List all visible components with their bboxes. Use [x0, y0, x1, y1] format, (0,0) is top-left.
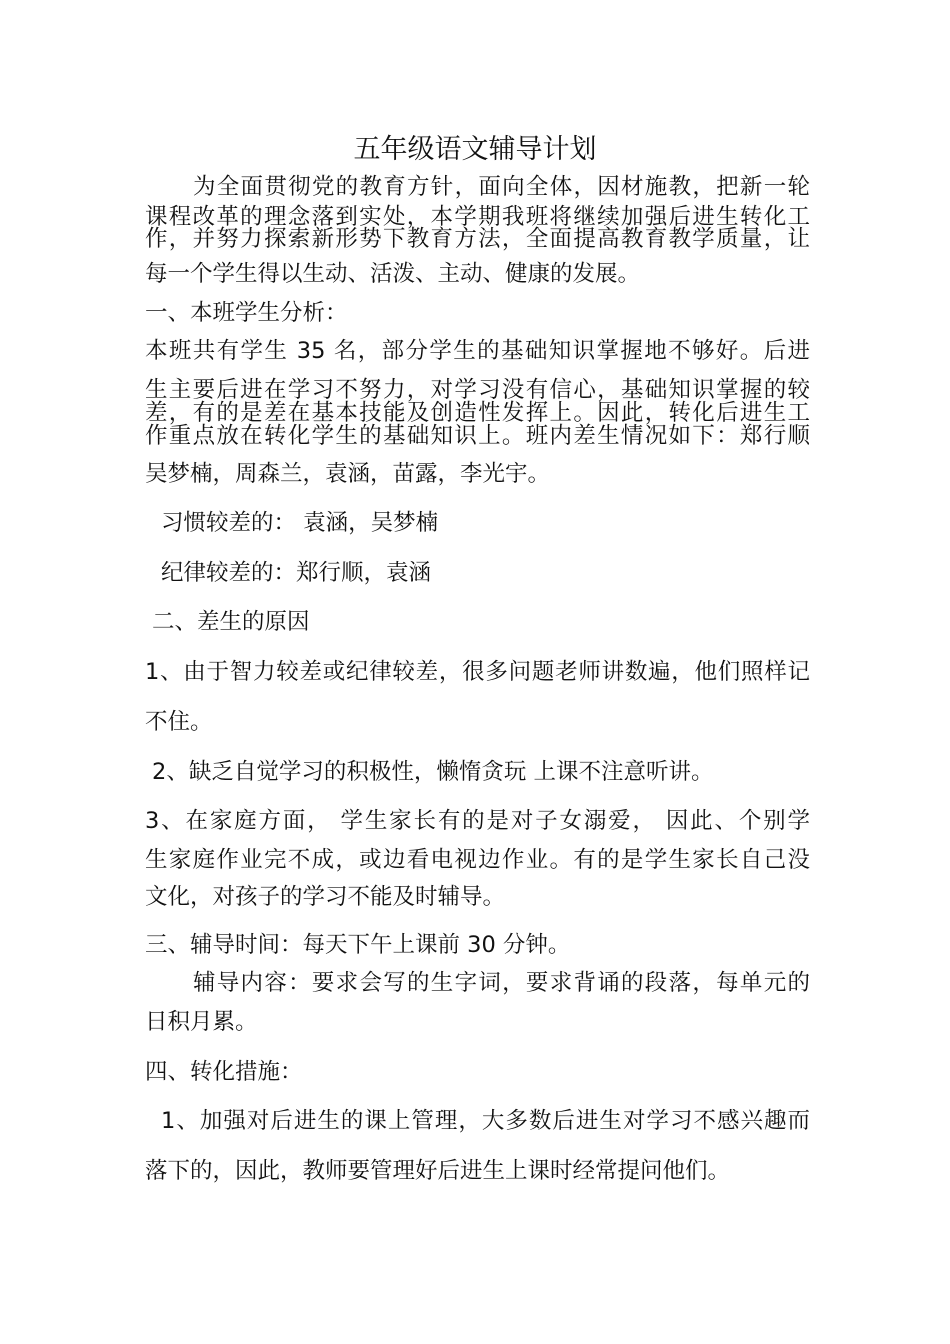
- section-heading: 一、本班学生分析：: [145, 300, 348, 326]
- paragraph-line: 落下的，因此，教师要管理好后进生上课时经常提问他们。: [145, 1158, 731, 1184]
- section-heading: 三、辅导时间：每天下午上课前 30 分钟。: [145, 932, 571, 958]
- list-item: 纪律较差的：郑行顺，袁涵: [161, 560, 432, 586]
- paragraph-line: 本班共有学生 35 名，部分学生的基础知识掌握地不够好。后进: [145, 338, 810, 364]
- paragraph-line: 文化，对孩子的学习不能及时辅导。: [145, 884, 506, 910]
- paragraph-line: 每一个学生得以生动、活泼、主动、健康的发展。: [145, 261, 641, 287]
- section-heading: 四、转化措施：: [145, 1059, 303, 1085]
- paragraph-line: 辅导内容：要求会写的生字词，要求背诵的段落，每单元的: [193, 970, 810, 996]
- list-item: 习惯较差的： 袁涵，吴梦楠: [161, 510, 439, 536]
- paragraph-line: 为全面贯彻党的教育方针，面向全体，因材施教，把新一轮: [193, 174, 810, 200]
- paragraph-line: 2、缺乏自觉学习的积极性，懒惰贪玩 上课不注意听讲。: [152, 759, 714, 785]
- paragraph-line: 日积月累。: [145, 1009, 258, 1035]
- paragraph-line: 作，并努力探索新形势下教育方法，全面提高教育教学质量，让: [145, 226, 810, 252]
- paragraph-line: 1、加强对后进生的课上管理，大多数后进生对学习不感兴趣而: [161, 1108, 810, 1134]
- paragraph-line: 吴梦楠，周森兰，袁涵，苗露，李光宇。: [145, 461, 551, 487]
- paragraph-line: 生家庭作业完不成，或边看电视边作业。有的是学生家长自己没: [145, 847, 810, 873]
- paragraph-line: 1、由于智力较差或纪律较差，很多问题老师讲数遍，他们照样记: [145, 659, 810, 685]
- paragraph-line: 差，有的是差在基本技能及创造性发挥上。因此，转化后进生工: [145, 400, 810, 426]
- paragraph-line: 课程改革的理念落到实处，本学期我班将继续加强后进生转化工: [145, 204, 810, 230]
- paragraph-line: 3、在家庭方面， 学生家长有的是对子女溺爱， 因此、个别学: [145, 808, 810, 834]
- document-title: 五年级语文辅导计划: [353, 134, 597, 165]
- section-heading: 二、差生的原因: [152, 609, 310, 635]
- paragraph-line: 作重点放在转化学生的基础知识上。班内差生情况如下：郑行顺: [145, 423, 810, 449]
- paragraph-line: 不住。: [145, 709, 213, 735]
- paragraph-line: 生主要后进在学习不努力，对学习没有信心，基础知识掌握的较: [145, 377, 810, 403]
